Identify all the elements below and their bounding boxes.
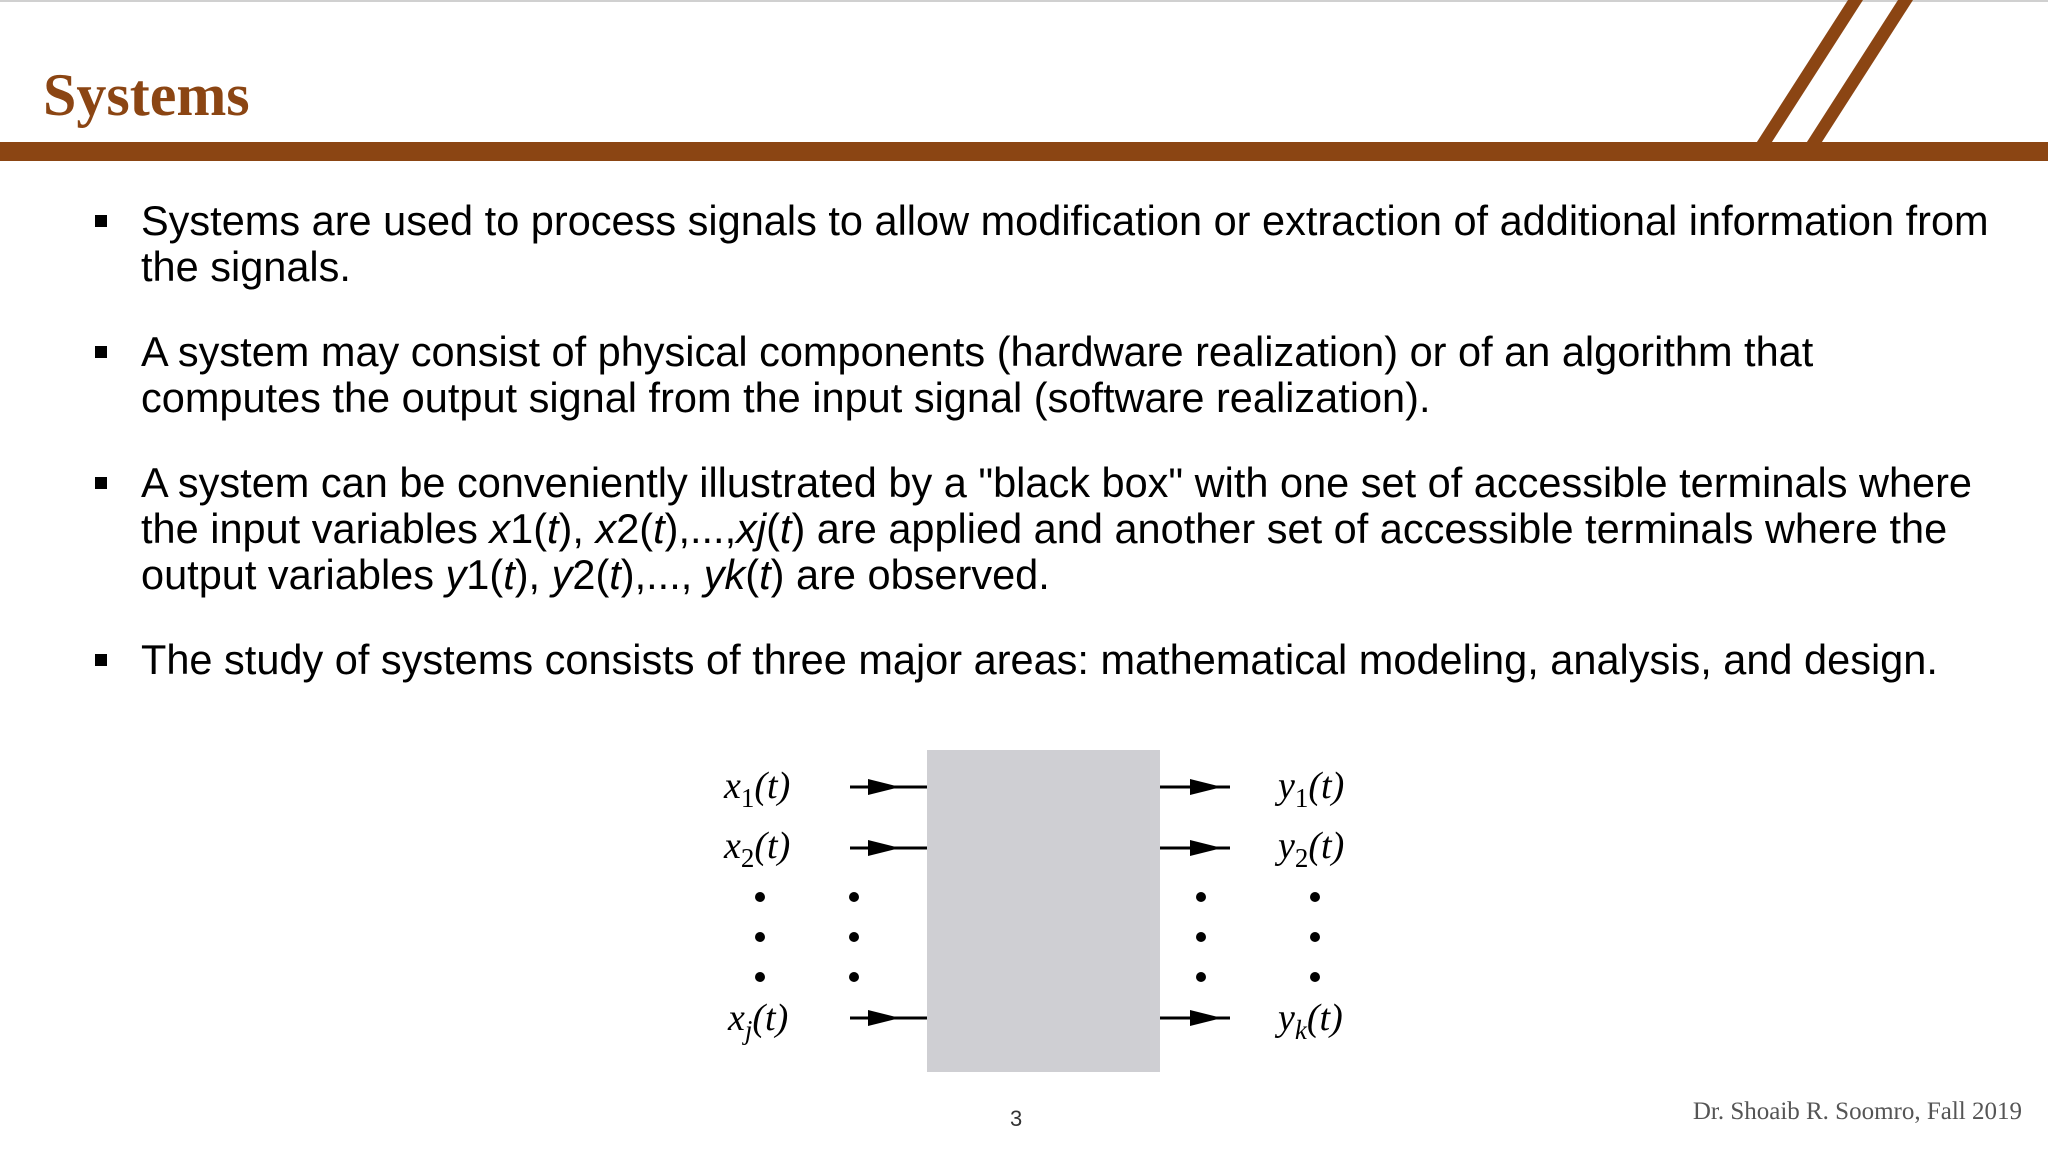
input-label-ellipsis: [755, 892, 765, 982]
input-arrowhead: [868, 1010, 900, 1026]
output-arrowhead: [1190, 1010, 1222, 1026]
corner-stripe-right: [1805, 0, 1913, 145]
bullet-text: The study of systems consists of three major areas: mathematical modeling, analysis, and design.: [141, 636, 1938, 683]
var-y2: y: [551, 551, 573, 598]
var-x1: x: [489, 505, 511, 552]
black-box-diagram: [700, 740, 1380, 1080]
output-label: $y_1(t)$: [1278, 765, 1345, 813]
input-arrowhead: [868, 840, 900, 856]
var-t: t: [779, 505, 792, 552]
var-t: t: [759, 551, 771, 598]
output-arrowhead: [1190, 840, 1222, 856]
input-arrow-ellipsis: [849, 892, 859, 982]
corner-stripe-left: [1755, 0, 1863, 145]
text-segment: 2(: [616, 505, 654, 552]
bullet-list: [95, 198, 1995, 722]
square-bullet-icon: [95, 477, 107, 489]
corner-stripes-decoration: [1740, 0, 1930, 145]
footer-author: Dr. Shoaib R. Soomro, Fall 2019: [1692, 1098, 2022, 1125]
text-segment: A system can be conveniently illustrated by a "black box" with one set of accessible terminals where the input variables: [141, 459, 1973, 552]
bullet-text: [141, 459, 1972, 598]
text-segment: ),...,: [620, 551, 704, 598]
bullet-text: Systems are used to process signals to allow modification or extraction of additional information from the signals.: [141, 197, 1989, 290]
input-label: $x_2(t)$: [724, 825, 791, 873]
text-segment: ),...,: [664, 505, 737, 552]
var-t: t: [609, 551, 621, 598]
var-xj: xj: [736, 505, 767, 552]
system-black-box: [927, 750, 1160, 1072]
square-bullet-icon: [95, 654, 107, 666]
var-t: t: [547, 505, 559, 552]
input-arrowhead: [868, 779, 900, 795]
output-arrowhead: [1190, 779, 1222, 795]
text-segment: 2(: [572, 551, 610, 598]
bullet-item: [95, 329, 1995, 421]
header-bar: [0, 142, 2048, 161]
page-number: 3: [1010, 1106, 1023, 1131]
output-label: $y_2(t)$: [1278, 825, 1345, 873]
text-segment: ),: [558, 505, 596, 552]
var-yk: yk: [703, 551, 746, 598]
output-label-ellipsis: [1310, 892, 1320, 982]
square-bullet-icon: [95, 346, 107, 358]
input-label: $x_1(t)$: [724, 765, 791, 813]
text-segment: ) are applied and another set of accessible terminals where the output variables: [141, 505, 1948, 598]
text-segment: ),: [514, 551, 552, 598]
bullet-text: A system may consist of physical components (hardware realization) or of an algorithm that computes the output signal from the input signal (software realization).: [141, 328, 1814, 421]
input-label: $x_j(t)$: [728, 997, 789, 1045]
text-segment: 1(: [510, 505, 548, 552]
bullet-item: [95, 460, 1995, 598]
text-segment: (: [745, 551, 760, 598]
output-arrow-ellipsis: [1196, 892, 1206, 982]
square-bullet-icon: [95, 215, 107, 227]
slide-title: Systems: [43, 62, 250, 128]
text-segment: 1(: [466, 551, 504, 598]
var-t: t: [503, 551, 515, 598]
text-segment: ) are observed.: [770, 551, 1050, 598]
output-label: $y_k(t)$: [1278, 997, 1343, 1045]
bullet-item: [95, 637, 1995, 683]
var-t: t: [653, 505, 665, 552]
text-segment: (: [766, 505, 780, 552]
bullet-item: [95, 198, 1995, 290]
var-y1: y: [445, 551, 467, 598]
var-x2: x: [595, 505, 617, 552]
